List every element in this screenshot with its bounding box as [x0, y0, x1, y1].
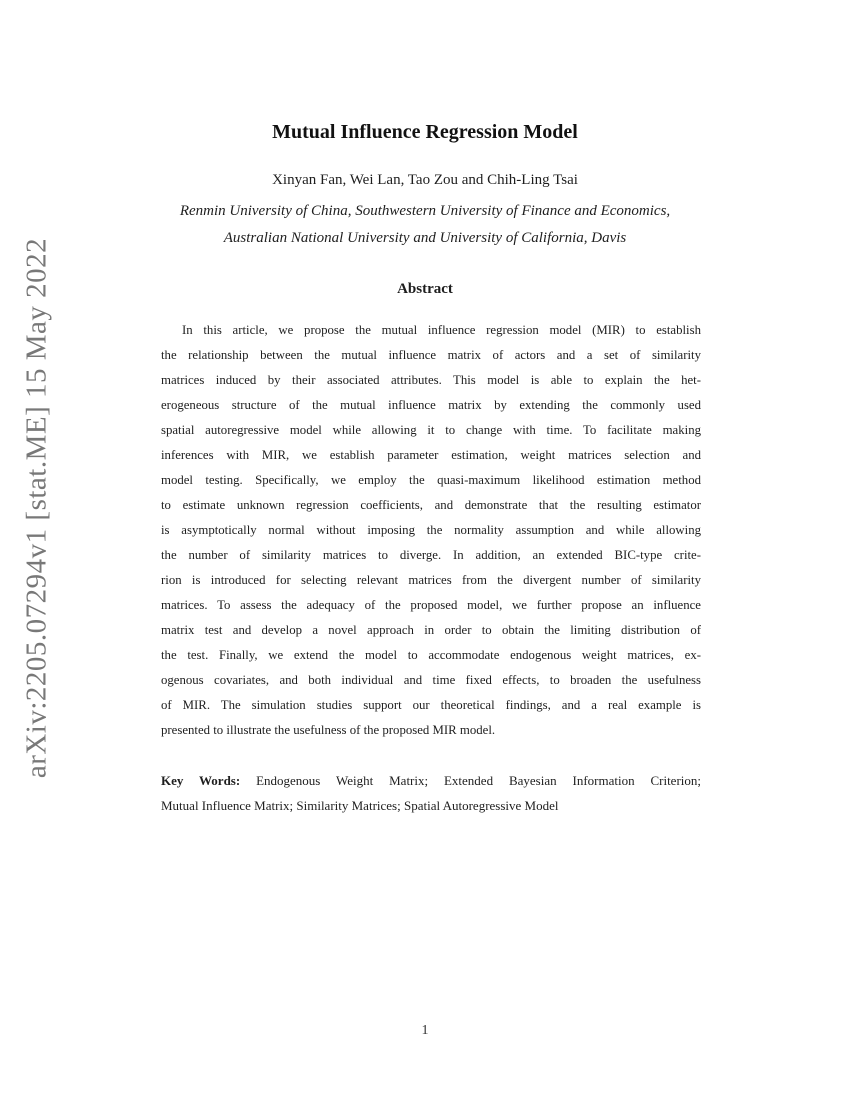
abstract-line: matrices. To assess the adequacy of the proposed model, we further propose an influence — [161, 598, 701, 612]
abstract-line: inferences with MIR, we establish parameter estimation, weight matrices selection and — [161, 448, 701, 462]
abstract-line: spatial autoregressive model while allowing it to change with time. To facilitate making — [161, 423, 701, 437]
abstract-line: matrix test and develop a novel approach in order to obtain the limiting distribution of — [161, 623, 701, 637]
keywords-label: Key Words: — [161, 773, 241, 788]
page-number: 1 — [421, 1023, 429, 1038]
abstract-line: the number of similarity matrices to diverge. In addition, an extended BIC-type crite- — [161, 548, 701, 562]
affiliation-line-2: Australian National University and University of California, Davis — [223, 230, 627, 246]
abstract-line: ogenous covariates, and both individual and time fixed effects, to broaden the usefulness — [161, 673, 701, 687]
arxiv-watermark: arXiv:2205.07294v1 [stat.ME] 15 May 2022 — [20, 237, 53, 779]
keywords-line-2: Mutual Influence Matrix; Similarity Matrices; Spatial Autoregressive Model — [161, 798, 559, 813]
abstract-line: the relationship between the mutual influence matrix of actors and a set of similarity — [161, 348, 701, 362]
keywords-block — [161, 768, 701, 818]
abstract-line: is asymptotically normal without imposing the normality assumption and while allowing — [161, 523, 701, 537]
paper-title: Mutual Influence Regression Model — [272, 121, 578, 143]
authors-line: Xinyan Fan, Wei Lan, Tao Zou and Chih-Ling Tsai — [272, 172, 578, 188]
keywords-line-1 — [161, 768, 701, 793]
affiliation-line-1: Renmin University of China, Southwestern University of Finance and Economics, — [179, 203, 671, 219]
abstract-body — [161, 318, 701, 743]
abstract-line: rion is introduced for selecting relevant matrices from the divergent number of similarity — [161, 573, 701, 587]
abstract-line: presented to illustrate the usefulness of the proposed MIR model. — [161, 723, 496, 737]
abstract-line: matrices induced by their associated attributes. This model is able to explain the het- — [161, 373, 701, 387]
abstract-line: model testing. Specifically, we employ the quasi-maximum likelihood estimation method — [161, 473, 701, 487]
abstract-line: of MIR. The simulation studies support our theoretical findings, and a real example is — [161, 698, 701, 712]
keywords-line1-text: Endogenous Weight Matrix; Extended Bayesian Information Criterion; — [256, 773, 701, 788]
abstract-line: to estimate unknown regression coefficients, and demonstrate that the resulting estimator — [161, 498, 701, 512]
abstract-heading: Abstract — [397, 281, 453, 297]
abstract-line: In this article, we propose the mutual influence regression model (MIR) to establish — [182, 323, 701, 337]
abstract-line: the test. Finally, we extend the model to accommodate endogenous weight matrices, ex- — [161, 648, 701, 662]
abstract-line: erogeneous structure of the mutual influence matrix by extending the commonly used — [161, 398, 701, 412]
